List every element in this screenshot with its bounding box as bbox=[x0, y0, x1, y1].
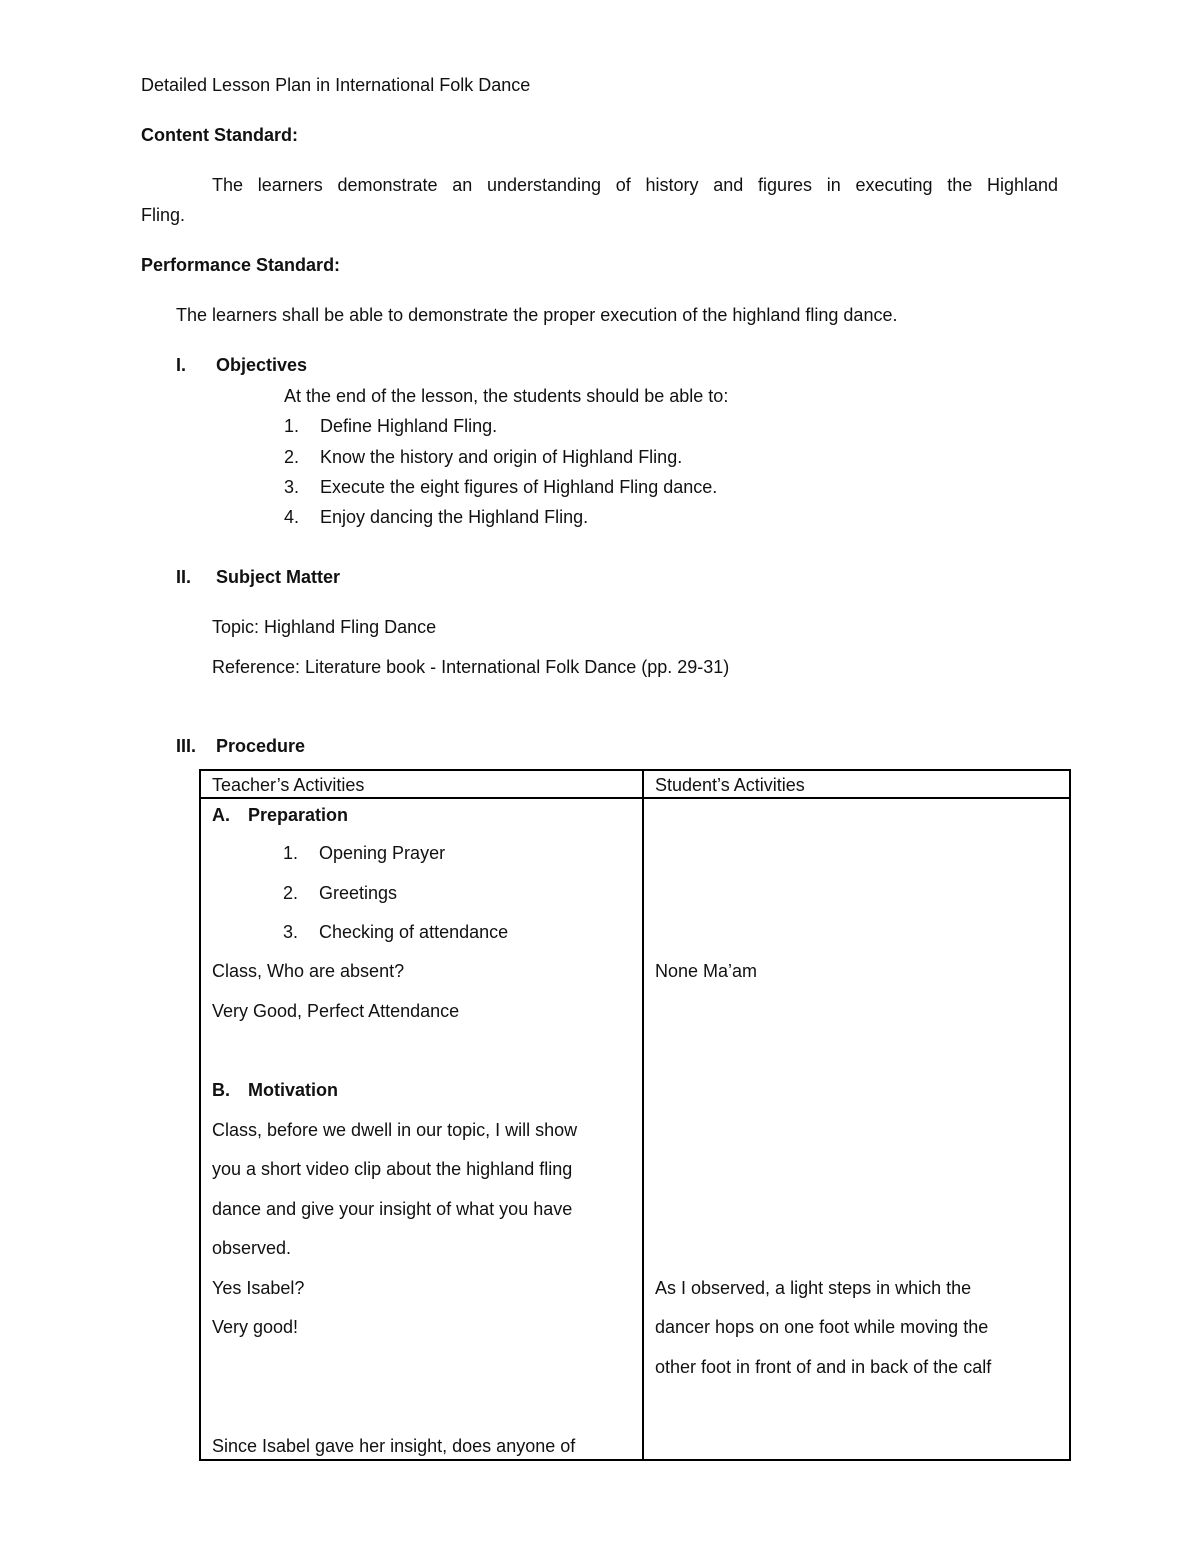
procedure-table bbox=[199, 769, 1071, 1461]
teacher-question: Class, Who are absent? bbox=[212, 961, 405, 981]
preparation-heading-line bbox=[212, 805, 348, 826]
subject-matter-numeral: II. bbox=[176, 567, 192, 587]
objective-number: 3. bbox=[284, 477, 300, 497]
student-activities-header: Student’s Activities bbox=[643, 770, 1070, 798]
objective-item bbox=[284, 507, 588, 528]
student-answer: None Ma’am bbox=[655, 961, 758, 981]
list-number: 3. bbox=[283, 922, 299, 942]
student-response-line: As I observed, a light steps in which the bbox=[655, 1278, 972, 1298]
subject-reference: Reference: Literature book - International Folk Dance (pp. 29-31) bbox=[212, 657, 730, 677]
list-number: 1. bbox=[283, 843, 299, 863]
objective-item bbox=[284, 416, 497, 437]
motivation-line: dance and give your insight of what you have bbox=[212, 1199, 573, 1219]
objective-number: 2. bbox=[284, 447, 300, 467]
table-header-row bbox=[200, 770, 1070, 798]
procedure-section-heading bbox=[176, 736, 305, 757]
student-response-line: other foot in front of and in back of the calf bbox=[655, 1357, 992, 1377]
teacher-follow-up: Since Isabel gave her insight, does anyone of bbox=[212, 1436, 576, 1456]
performance-standard-heading: Performance Standard: bbox=[141, 255, 341, 275]
motivation-heading: Motivation bbox=[248, 1080, 338, 1100]
motivation-letter: B. bbox=[212, 1080, 230, 1100]
objective-text: Execute the eight figures of Highland Fling dance. bbox=[320, 477, 718, 497]
list-item bbox=[283, 843, 445, 864]
objective-text: Define Highland Fling. bbox=[320, 416, 498, 436]
performance-standard-text: The learners shall be able to demonstrate the proper execution of the highland fling dance. bbox=[176, 305, 898, 325]
objectives-numeral: I. bbox=[176, 355, 187, 375]
objectives-intro: At the end of the lesson, the students should be able to: bbox=[284, 386, 729, 406]
teacher-remark: Very Good, Perfect Attendance bbox=[212, 1001, 460, 1021]
teacher-call: Yes Isabel? bbox=[212, 1278, 305, 1298]
objective-number: 4. bbox=[284, 507, 300, 527]
student-activities-cell bbox=[643, 798, 1070, 1460]
document-title: Detailed Lesson Plan in International Folk Dance bbox=[141, 75, 531, 95]
teacher-activities-header: Teacher’s Activities bbox=[200, 770, 643, 798]
teacher-praise: Very good! bbox=[212, 1317, 299, 1337]
subject-topic: Topic: Highland Fling Dance bbox=[212, 617, 437, 637]
content-standard-text: The learners demonstrate an understanding of history and figures in executing the Highland bbox=[212, 175, 1058, 195]
objective-item bbox=[284, 447, 682, 468]
preparation-heading: Preparation bbox=[248, 805, 349, 825]
subject-matter-heading: Subject Matter bbox=[216, 567, 341, 587]
objective-text: Know the history and origin of Highland Fling. bbox=[320, 447, 683, 467]
list-text: Checking of attendance bbox=[319, 922, 509, 942]
list-item bbox=[283, 922, 508, 943]
list-text: Opening Prayer bbox=[319, 843, 446, 863]
objectives-heading: Objectives bbox=[216, 355, 308, 375]
content-standard-heading: Content Standard: bbox=[141, 125, 298, 145]
subject-matter-section-heading bbox=[176, 567, 340, 588]
procedure-numeral: III. bbox=[176, 736, 197, 756]
list-number: 2. bbox=[283, 883, 299, 903]
preparation-letter: A. bbox=[212, 805, 230, 825]
list-text: Greetings bbox=[319, 883, 398, 903]
motivation-line: you a short video clip about the highland fling bbox=[212, 1159, 573, 1179]
motivation-line: Class, before we dwell in our topic, I will show bbox=[212, 1120, 578, 1140]
objective-item bbox=[284, 477, 717, 498]
teacher-activities-cell bbox=[200, 798, 643, 1460]
student-response-line: dancer hops on one foot while moving the bbox=[655, 1317, 989, 1337]
motivation-line: observed. bbox=[212, 1238, 292, 1258]
objective-text: Enjoy dancing the Highland Fling. bbox=[320, 507, 589, 527]
content-standard-text-cont: Fling. bbox=[141, 205, 186, 225]
list-item bbox=[283, 883, 397, 904]
objectives-section-heading bbox=[176, 355, 307, 376]
objective-number: 1. bbox=[284, 416, 300, 436]
motivation-heading-line bbox=[212, 1080, 338, 1101]
procedure-heading: Procedure bbox=[216, 736, 306, 756]
table-row bbox=[200, 798, 1070, 1460]
